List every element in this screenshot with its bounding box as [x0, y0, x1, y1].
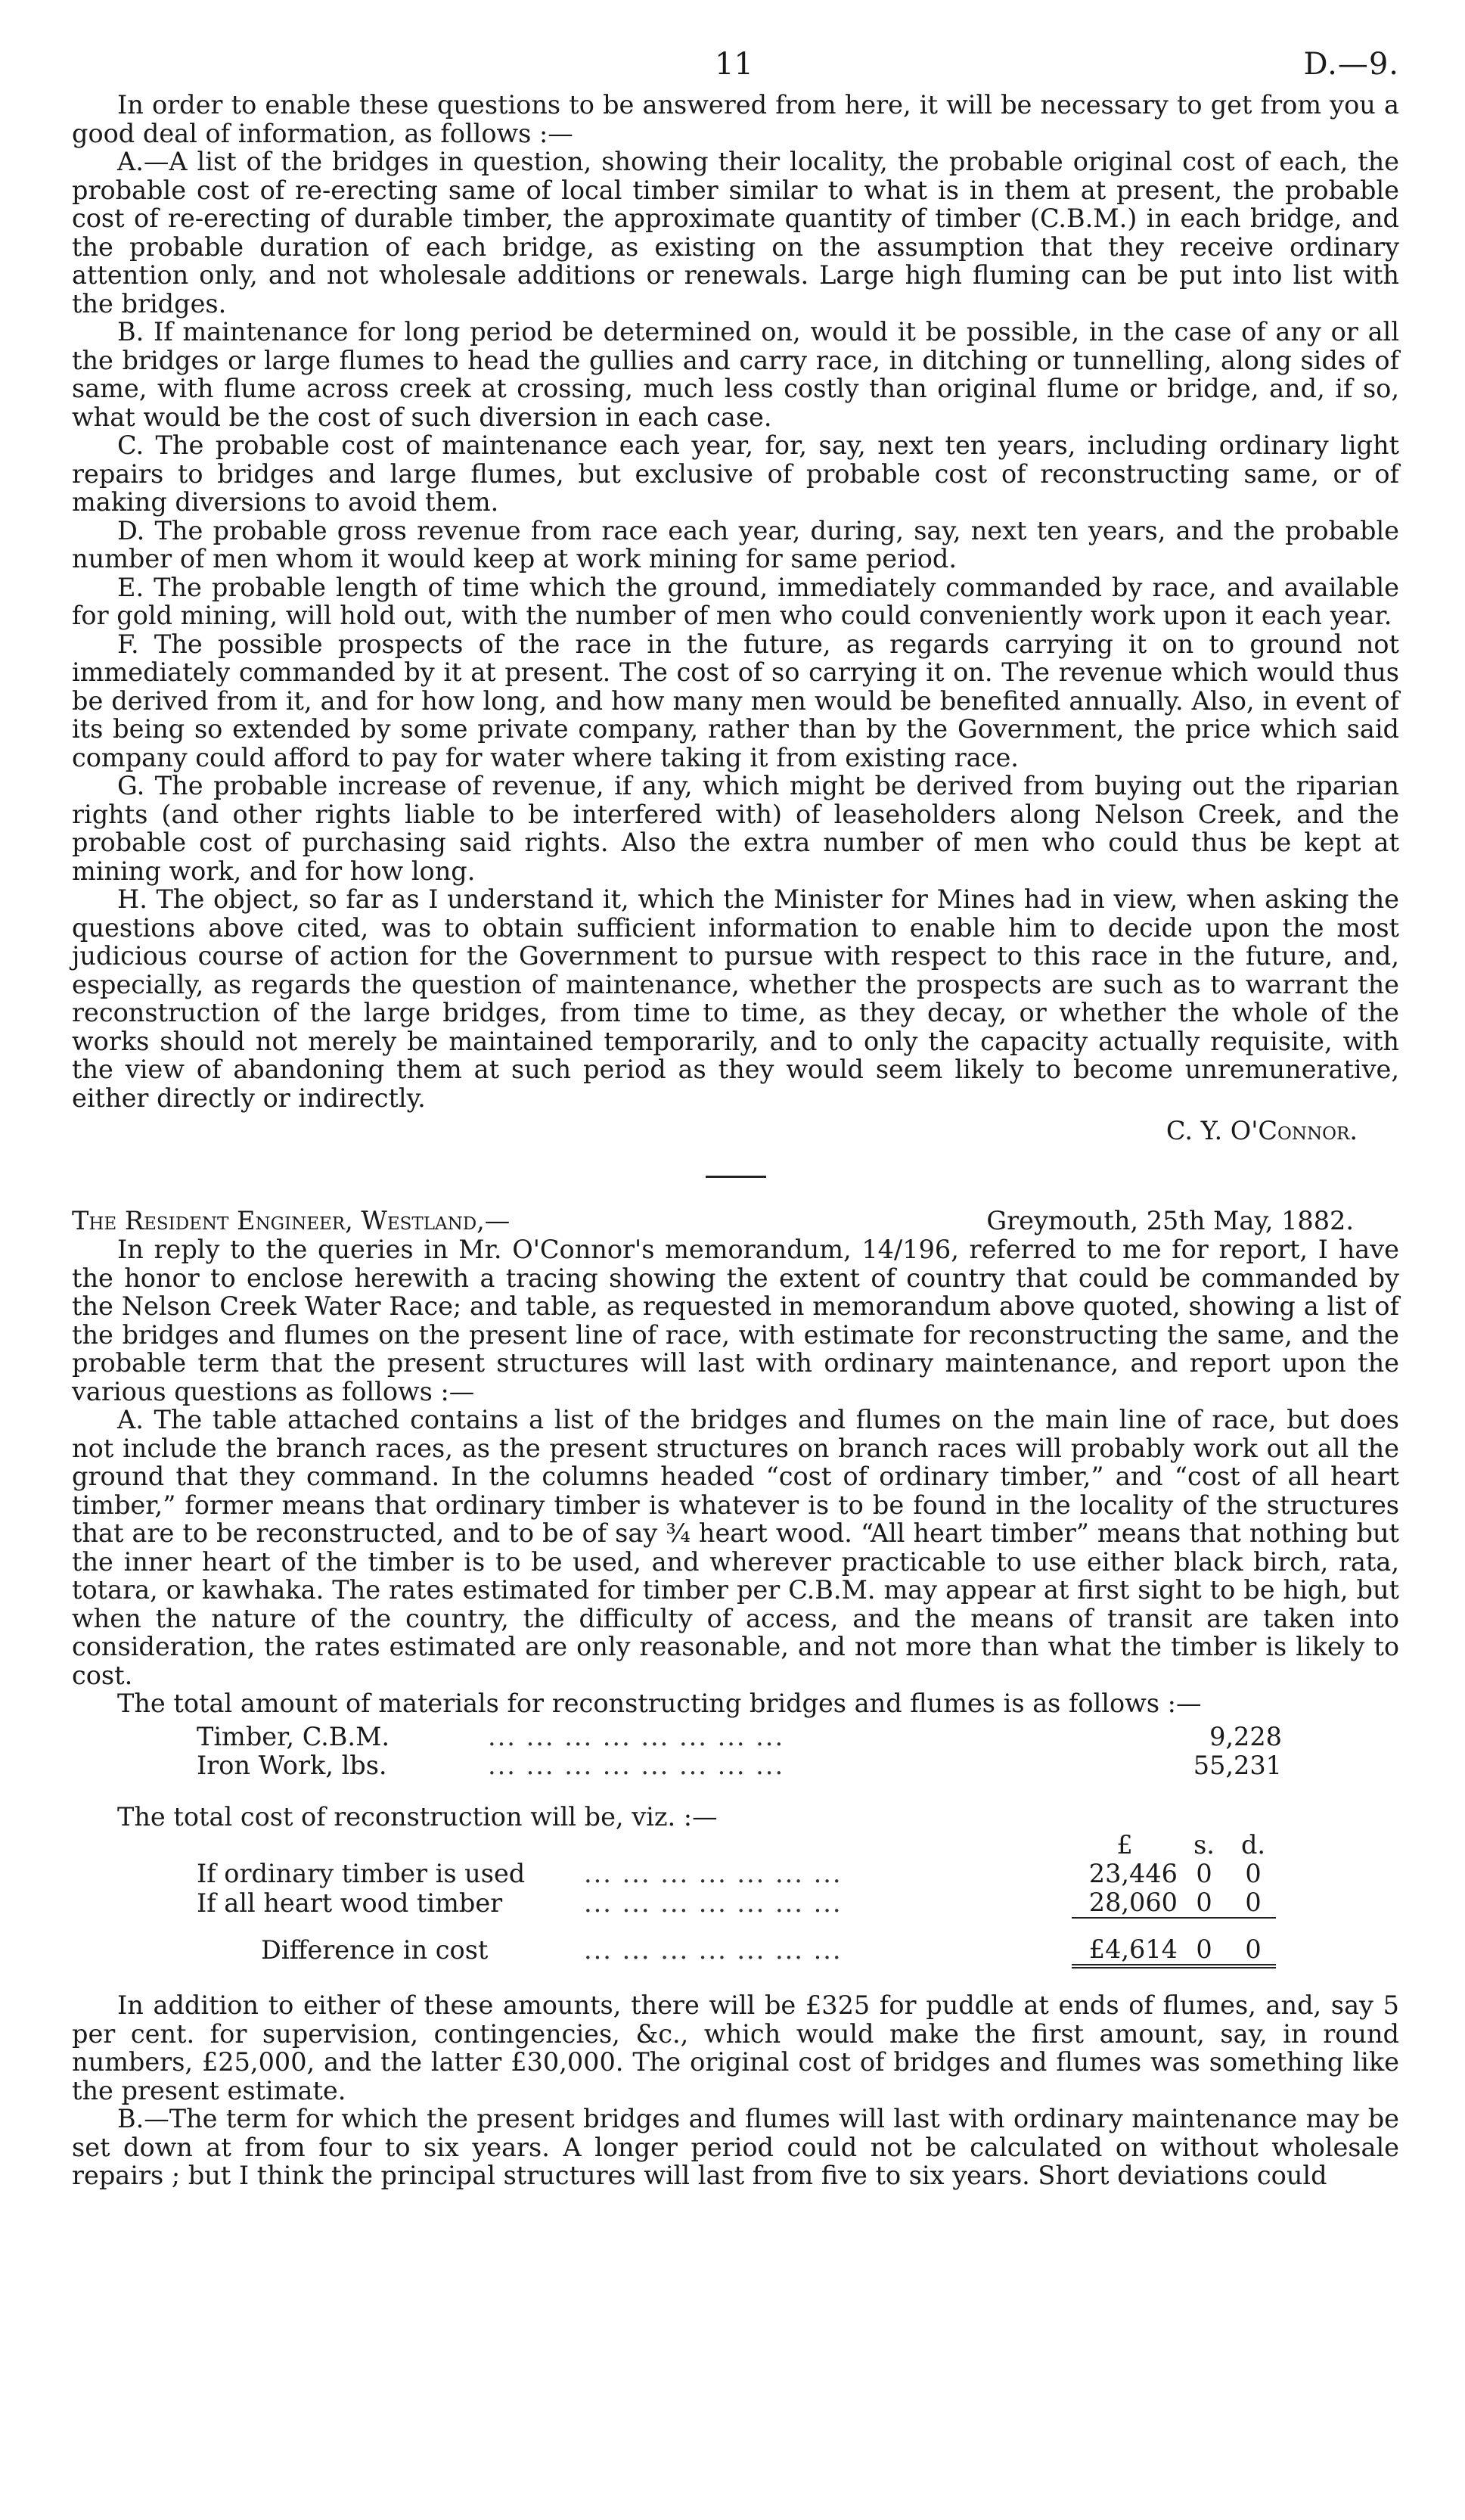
- table-header-row: [197, 1831, 1276, 1860]
- table-row: [197, 1751, 1282, 1780]
- cost-shillings: 0: [1196, 1888, 1212, 1917]
- memorandum-section: [72, 91, 1399, 1145]
- memo-item-c: C. The probable cost of maintenance each year, for, say, next ten years, including ordinary light repairs to bridges and large flumes, but exclusive of probable cost of reconstructing same, or of making diversions to avoid them.: [72, 430, 1399, 517]
- leader-dots: ... ... ... ... ... ... ... ...: [488, 1750, 785, 1780]
- cost-intro: The total cost of reconstruction will be, viz. :—: [117, 1801, 718, 1832]
- leader-dots: ... ... ... ... ... ... ...: [584, 1859, 843, 1888]
- memo-item-e: E. The probable length of time which the ground, immediately commanded by race, and available for gold mining, will hold out, with the number of men who could conveniently work upon it each year.: [72, 572, 1399, 630]
- cost-pounds: 23,446: [1088, 1859, 1178, 1888]
- cost-pence: 0: [1245, 1859, 1262, 1888]
- memo-item-d: D. The probable gross revenue from race each year, during, say, next ten years, and the probable number of men whom it would keep at work mining for same period.: [72, 515, 1399, 573]
- memo-item-a: A.—A list of the bridges in question, showing their locality, the probable original cost of each, the probable cost of re-erecting same of local timber similar to what is in them at present, the probable cost of re-erecting of durable timber, the approximate quantity of timber (C.B.M.) in each bridge, and the probable duration of each bridge, as existing on the assumption that they receive ordinary attention only, and not wholesale additions or renewals. Large high fluming can be put into list with the bridges.: [72, 147, 1399, 318]
- letter-para-addition: In addition to either of these amounts, there will be £325 for puddle at ends of flumes, and, say 5 per cent. for supervision, contingencies, &c., which would make the first amount, say, in round numbers, £25,000, and the latter £30,000. The original cost of bridges and flumes was something like the present estimate.: [72, 1990, 1399, 2105]
- materials-intro: The total amount of materials for reconstructing bridges and flumes is as follows :—: [117, 1689, 1202, 1718]
- difference-shillings: 0: [1178, 1918, 1231, 1966]
- letter-para-a: A. The table attached contains a list of the bridges and flumes on the main line of race, but does not include the branch races, as the present structures on branch races will probably work out all the ground that they command. In the columns headed “cost of ordinary timber,” and “cost of all heart timber,” former means that ordinary timber is whatever is to be found in the locality of the structures that are to be reconstructed, and to be of say ¾ heart wood. “All heart timber” means that nothing but the inner heart of the timber is to be used, and wherever practicable to use either black birch, rata, totara, or kawhaka. The rates estimated for timber per C.B.M. may appear at first sight to be high, but when the nature of the country, the difficulty of access, and the means of transit are taken into consideration, the rates estimated are only reasonable, and not more than what the timber is likely to cost.: [72, 1405, 1399, 1690]
- page-header: [72, 30, 1399, 91]
- material-value: 9,228: [1209, 1721, 1282, 1751]
- leader-dots: ... ... ... ... ... ... ...: [584, 1935, 843, 1965]
- leader-dots: ... ... ... ... ... ... ...: [584, 1888, 843, 1918]
- letter-para-b: B.—The term for which the present bridges and flumes will last with ordinary maintenance may be set down at from four to six years. A longer period could not be calculated on without wholesale repairs ; but I think the principal structures will last from five to six years. Short deviations could: [72, 2104, 1399, 2190]
- letter-address-line: [72, 1207, 1399, 1235]
- cost-pounds: 28,060: [1088, 1888, 1178, 1917]
- letter-addressee: The Resident Engineer, Westland,—: [72, 1206, 511, 1235]
- letter-place-date: Greymouth, 25th May, 1882.: [986, 1206, 1354, 1235]
- materials-table: [197, 1723, 1282, 1780]
- material-label: Timber, C.B.M.: [197, 1721, 390, 1751]
- table-row: [197, 1723, 1282, 1751]
- memo-signature: C. Y. O'Connor.: [1165, 1116, 1358, 1145]
- cost-shillings: 0: [1196, 1859, 1212, 1888]
- cost-pence: 0: [1245, 1888, 1262, 1917]
- memo-item-g: G. The probable increase of revenue, if any, which might be derived from buying out the riparian rights (and other rights liable to be interfered with) of leaseholders along Nelson Creek, and the probable cost of purchasing said rights. Also the extra number of men who could thus be kept at mining work, and for how long.: [72, 771, 1399, 886]
- memo-item-h: H. The object, so far as I understand it, which the Minister for Mines had in view, when asking the questions above cited, was to obtain sufficient information to enable him to decide upon the most judicious course of action for the Government to pursue with respect to this race in the future, and, especially, as regards the question of maintenance, whether the prospects are such as to warrant the reconstruction of the large bridges, from time to time, as they decay, or whether the whole of the works should not merely be maintained temporarily, and to only the capacity actually requisite, with the view of abandoning them at such period as they would seem likely to become unremunerative, either directly or indirectly.: [72, 884, 1399, 1113]
- table-row: [197, 1888, 1276, 1918]
- leader-dots: ... ... ... ... ... ... ... ...: [488, 1721, 785, 1751]
- letter-para-1: In reply to the queries in Mr. O'Connor's memorandum, 14/196, referred to me for report, I have the honor to enclose herewith a tracing showing the extent of country that could be commanded by the Nelson Creek Water Race; and table, as requested in memorandum above quoted, showing a list of the bridges and flumes on the present line of race, with estimate for reconstructing the same, and the probable term that the present structures will last with ordinary maintenance, and report upon the various questions as follows :—: [72, 1235, 1399, 1406]
- difference-pence: 0: [1231, 1918, 1276, 1966]
- memo-item-b: B. If maintenance for long period be determined on, would it be possible, in the case of any or all the bridges or large flumes to head the gullies and carry race, in ditching or tunnelling, along sides of same, with flume across creek at crossing, much less costly than original flume or bridge, and, if so, what would be the cost of such diversion in each case.: [72, 317, 1399, 432]
- cost-label: If all heart wood timber: [197, 1888, 503, 1918]
- page-number: 11: [715, 47, 753, 82]
- document-reference: D.—9.: [1303, 47, 1399, 82]
- memo-intro: In order to enable these questions to be answered from here, it will be necessary to get from you a good deal of information, as follows :—: [72, 90, 1399, 148]
- cost-label: If ordinary timber is used: [197, 1859, 526, 1888]
- material-label: Iron Work, lbs.: [197, 1750, 387, 1780]
- difference-label: Difference in cost: [261, 1935, 489, 1965]
- document-page: [72, 30, 1399, 2190]
- cost-table: [197, 1831, 1276, 1968]
- pence-header: d.: [1240, 1830, 1266, 1860]
- section-divider: [706, 1176, 766, 1178]
- material-value: 55,231: [1193, 1750, 1282, 1780]
- pounds-header: £: [1116, 1830, 1133, 1860]
- difference-row: [197, 1918, 1276, 1966]
- difference-pounds: £4,614: [1072, 1918, 1178, 1966]
- table-row: [197, 1860, 1276, 1888]
- letter-section: [72, 1207, 1399, 2190]
- shillings-header: s.: [1193, 1830, 1215, 1860]
- memo-item-f: F. The possible prospects of the race in the future, as regards carrying it on to ground not immediately commanded by it at present. The cost of so carrying it on. The revenue which would thus be derived from it, and for how long, and how many men would be benefited annually. Also, in event of its being so extended by some private company, rather than by the Government, the price which said company could afford to pay for water where taking it from existing race.: [72, 629, 1399, 772]
